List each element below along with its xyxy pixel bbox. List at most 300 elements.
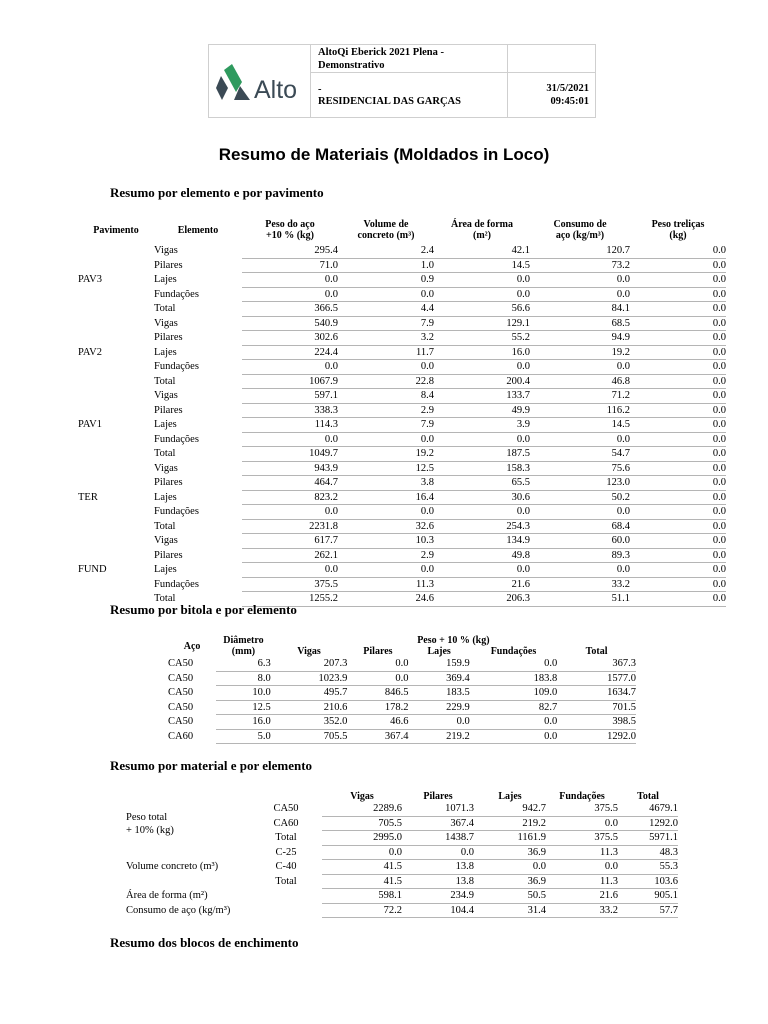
steel-type: CA50 (168, 672, 194, 684)
floor-name: TER (78, 491, 98, 503)
table-cell: 302.6 (242, 331, 338, 346)
element-name: Lajes (154, 274, 177, 285)
row-group-label: Peso total + 10% (kg) (126, 811, 174, 836)
table-cell: 187.5 (434, 447, 530, 462)
floor-name (78, 244, 154, 258)
table-row (78, 534, 726, 549)
table-cell: 398.5 (557, 715, 636, 730)
table-cell: 22.8 (338, 374, 434, 389)
table-cell: 200.4 (434, 374, 530, 389)
table-cell: 0.0 (630, 374, 726, 389)
element-name: Fundações (154, 361, 199, 372)
floor-name (78, 331, 154, 346)
header-divider (310, 45, 311, 117)
column-header: Diâmetro (mm) (223, 635, 264, 657)
column-header: Pavimento (93, 224, 139, 236)
table-cell: 11.3 (338, 577, 434, 592)
table-cell: 183.5 (409, 686, 470, 701)
table-cell: 367.4 (347, 729, 408, 744)
steel-type: CA50 (168, 701, 194, 713)
table-cell: 183.8 (470, 671, 557, 686)
table-cell: 375.5 (546, 831, 618, 846)
floor-name (78, 432, 154, 447)
table-cell: 0.0 (630, 302, 726, 317)
table-cell: 0.0 (347, 657, 408, 671)
floor-name (78, 476, 154, 491)
floor-name (78, 287, 154, 302)
table-cell: 33.2 (530, 577, 630, 592)
table-cell: 0.0 (630, 418, 726, 433)
table-row (78, 418, 726, 433)
table-cell: 109.0 (470, 686, 557, 701)
table-cell: 49.8 (434, 548, 530, 563)
table-cell: 0.0 (630, 577, 726, 592)
table-cell: 123.0 (530, 476, 630, 491)
table-row (78, 316, 726, 331)
column-header: Lajes (498, 791, 522, 802)
table-cell: 12.5 (216, 700, 271, 715)
table-cell: 0.0 (434, 432, 530, 447)
table-cell: 0.0 (347, 671, 408, 686)
column-header: Peso + 10 % (kg) (417, 635, 490, 646)
table-cell: 120.7 (530, 244, 630, 258)
table-cell: 0.0 (630, 316, 726, 331)
table-cell: 0.0 (242, 563, 338, 578)
table-cell: 49.9 (434, 403, 530, 418)
table-cell: 55.3 (618, 860, 678, 875)
element-name: Vigas (154, 535, 178, 546)
table-cell: 7.9 (338, 316, 434, 331)
table-cell: 7.9 (338, 418, 434, 433)
table-row (78, 360, 726, 375)
table-cell: 1071.3 (402, 802, 474, 816)
floor-name (78, 447, 154, 462)
table-cell: 16.0 (434, 345, 530, 360)
table-cell: 12.5 (338, 461, 434, 476)
column-header: Elemento (177, 224, 219, 236)
table-cell: 57.7 (618, 903, 678, 918)
floor-name (78, 505, 154, 520)
table-cell: 0.0 (338, 505, 434, 520)
table-cell: 0.0 (470, 715, 557, 730)
column-header (250, 791, 322, 802)
table-row (78, 258, 726, 273)
element-name: Pilares (154, 404, 183, 416)
table-cell: 13.8 (402, 874, 474, 889)
table-cell: 16.0 (216, 715, 271, 730)
table-cell: 51.1 (530, 592, 630, 607)
element-name: Pilares (154, 477, 183, 488)
table-cell: 36.9 (474, 845, 546, 860)
floor-name (78, 360, 154, 375)
table-cell: 366.5 (242, 302, 338, 317)
table-cell: 2995.0 (322, 831, 402, 846)
table-cell: 54.7 (530, 447, 630, 462)
sub-label: C-40 (275, 861, 297, 872)
element-name: Fundações (154, 288, 199, 300)
table-row (78, 345, 726, 360)
table-cell: 0.0 (470, 729, 557, 744)
table-row (78, 519, 726, 534)
floor-name (78, 519, 154, 534)
element-name: Vigas (154, 462, 178, 474)
element-name: Vigas (154, 390, 178, 401)
table-cell: 2289.6 (322, 802, 402, 816)
table-cell: 262.1 (242, 548, 338, 563)
table-cell: 0.0 (630, 592, 726, 607)
table-cell: 234.9 (402, 889, 474, 904)
table-cell: 0.0 (630, 331, 726, 346)
floor-name: PAV1 (78, 419, 102, 430)
table-cell: 36.9 (474, 874, 546, 889)
table-cell: 0.0 (630, 534, 726, 549)
element-name: Total (154, 303, 176, 314)
table-cell: 71.0 (242, 258, 338, 273)
sub-label: Total (275, 832, 297, 843)
table-cell: 1023.9 (271, 671, 348, 686)
table-cell: 31.4 (474, 903, 546, 918)
table-cell: 0.0 (242, 432, 338, 447)
header-divider (310, 72, 595, 73)
table-cell: 0.0 (242, 360, 338, 375)
table-cell: 0.0 (630, 244, 726, 258)
table-cell: 942.7 (474, 802, 546, 816)
table-cell: 1.0 (338, 258, 434, 273)
table-cell: 367.4 (402, 816, 474, 831)
table-row (126, 903, 678, 918)
table-cell: 41.5 (322, 874, 402, 889)
table-cell: 4.4 (338, 302, 434, 317)
table-cell: 1292.0 (618, 816, 678, 831)
table-row (78, 548, 726, 563)
column-header: Fundações (559, 791, 605, 802)
table-cell: 219.2 (474, 816, 546, 831)
table-cell: 823.2 (242, 490, 338, 505)
table-cell: 10.3 (338, 534, 434, 549)
column-header: Peso do aço +10 % (kg) (265, 219, 315, 241)
table-cell: 1049.7 (242, 447, 338, 462)
steel-type: CA60 (168, 730, 194, 742)
table-row (78, 461, 726, 476)
table-cell: 0.0 (338, 432, 434, 447)
table-cell: 0.9 (338, 273, 434, 288)
table-cell: 0.0 (630, 563, 726, 578)
table-row (78, 273, 726, 288)
table-cell: 60.0 (530, 534, 630, 549)
table-cell: 0.0 (630, 287, 726, 302)
table-cell: 116.2 (530, 403, 630, 418)
row-group-label: Área de forma (m²) (126, 890, 208, 901)
floor-name: FUND (78, 564, 107, 575)
table-cell: 11.3 (546, 874, 618, 889)
table-cell: 11.3 (546, 845, 618, 860)
table-cell: 4679.1 (618, 802, 678, 816)
table-cell: 369.4 (409, 671, 470, 686)
floor-name (78, 403, 154, 418)
table-cell: 71.2 (530, 389, 630, 404)
table-cell: 0.0 (322, 845, 402, 860)
table-cell: 0.0 (530, 563, 630, 578)
table-cell: 254.3 (434, 519, 530, 534)
table-cell: 219.2 (409, 729, 470, 744)
table-cell: 0.0 (630, 461, 726, 476)
column-header: Vigas (297, 646, 321, 657)
floor-name (78, 316, 154, 331)
table-row (168, 729, 636, 744)
table-cell: 338.3 (242, 403, 338, 418)
table-row (78, 389, 726, 404)
table-cell: 56.6 (434, 302, 530, 317)
table-cell: 0.0 (470, 657, 557, 671)
column-header: Vigas (350, 791, 374, 802)
table-cell: 905.1 (618, 889, 678, 904)
table-row (78, 432, 726, 447)
project-name: RESIDENCIAL DAS GARÇAS (318, 96, 461, 107)
table-cell: 104.4 (402, 903, 474, 918)
floor-name (78, 302, 154, 317)
table-header-row (78, 219, 726, 244)
table-cell: 14.5 (434, 258, 530, 273)
table-cell: 0.0 (630, 505, 726, 520)
material-table (126, 791, 678, 918)
floor-name (78, 534, 154, 549)
table-cell: 42.1 (434, 244, 530, 258)
table-cell: 94.9 (530, 331, 630, 346)
element-name: Total (154, 448, 176, 459)
table-cell: 0.0 (242, 273, 338, 288)
element-name: Lajes (154, 564, 177, 575)
table-cell: 0.0 (630, 519, 726, 534)
table-cell: 598.1 (322, 889, 402, 904)
table-cell: 158.3 (434, 461, 530, 476)
table-cell: 0.0 (546, 860, 618, 875)
table-cell: 8.0 (216, 671, 271, 686)
column-header: Total (637, 791, 659, 802)
table-cell: 72.2 (322, 903, 402, 918)
element-name: Lajes (154, 491, 177, 503)
table-cell: 5971.1 (618, 831, 678, 846)
alto-logo-icon (216, 62, 252, 102)
table-cell: 0.0 (630, 490, 726, 505)
table-cell: 0.0 (434, 505, 530, 520)
table-cell: 2.9 (338, 403, 434, 418)
table-cell: 0.0 (630, 258, 726, 273)
table-cell: 3.9 (434, 418, 530, 433)
table-cell: 24.6 (338, 592, 434, 607)
table-row (168, 671, 636, 686)
logo-text: Alto (254, 76, 298, 104)
page-title: Resumo de Materiais (Moldados in Loco) (218, 145, 550, 164)
table-cell: 0.0 (409, 715, 470, 730)
table-cell: 540.9 (242, 316, 338, 331)
table-cell: 65.5 (434, 476, 530, 491)
sub-label: CA60 (273, 817, 299, 829)
table-cell: 103.6 (618, 874, 678, 889)
table-cell: 68.5 (530, 316, 630, 331)
sub-label: C-25 (275, 846, 297, 858)
row-group-label: Consumo de aço (kg/m³) (126, 904, 231, 916)
column-header: Aço (183, 640, 201, 652)
table-cell: 1438.7 (402, 831, 474, 846)
table-cell: 0.0 (546, 816, 618, 831)
column-header: Fundações (490, 646, 537, 657)
element-name: Fundações (154, 433, 199, 445)
table-cell: 617.7 (242, 534, 338, 549)
table-cell: 0.0 (630, 360, 726, 375)
element-name: Total (154, 520, 176, 532)
table-row (126, 889, 678, 904)
column-header: Volume de concreto (m³) (357, 219, 415, 241)
table-row (78, 374, 726, 389)
table-cell: 50.5 (474, 889, 546, 904)
element-name: Vigas (154, 245, 178, 257)
element-name: Pilares (154, 259, 183, 271)
table-cell: 705.5 (322, 816, 402, 831)
element-floor-table (78, 219, 726, 607)
table-cell: 0.0 (434, 563, 530, 578)
table-cell: 55.2 (434, 331, 530, 346)
table-cell: 0.0 (630, 432, 726, 447)
table-cell: 224.4 (242, 345, 338, 360)
table-row (168, 700, 636, 715)
table-row (168, 715, 636, 730)
report-date: 31/5/2021 (546, 83, 589, 94)
table-row (78, 403, 726, 418)
report-time: 09:45:01 (550, 96, 589, 107)
table-row (126, 802, 678, 816)
element-name: Total (154, 593, 176, 604)
table-cell: 89.3 (530, 548, 630, 563)
row-group-label: Volume concreto (m³) (126, 861, 219, 872)
column-header: Lajes (427, 646, 451, 657)
table-cell: 133.7 (434, 389, 530, 404)
table-row (78, 244, 726, 258)
table-cell: 597.1 (242, 389, 338, 404)
table-cell: 0.0 (434, 273, 530, 288)
table-cell: 0.0 (630, 389, 726, 404)
table-cell: 0.0 (630, 476, 726, 491)
table-row (78, 490, 726, 505)
table-cell: 1255.2 (242, 592, 338, 607)
steel-type: CA50 (168, 687, 194, 698)
section-heading: Resumo dos blocos de enchimento (110, 935, 299, 950)
table-cell: 0.0 (434, 360, 530, 375)
table-cell: 134.9 (434, 534, 530, 549)
table-cell: 21.6 (546, 889, 618, 904)
table-cell: 0.0 (530, 360, 630, 375)
column-header: Pilares (363, 646, 393, 657)
table-cell: 0.0 (402, 845, 474, 860)
floor-name (78, 577, 154, 592)
table-cell: 1292.0 (557, 729, 636, 744)
table-cell: 178.2 (347, 700, 408, 715)
program-name: AltoQi Eberick 2021 Plena - Demonstrativo (318, 47, 444, 71)
floor-name: PAV2 (78, 346, 102, 358)
table-row (78, 447, 726, 462)
table-cell: 0.0 (530, 432, 630, 447)
table-cell: 705.5 (271, 729, 348, 744)
table-cell: 33.2 (546, 903, 618, 918)
table-cell: 41.5 (322, 860, 402, 875)
table-cell: 0.0 (630, 447, 726, 462)
column-header: Total (585, 646, 608, 657)
column-header: Consumo de aço (kg/m³) (553, 219, 607, 241)
floor-name (78, 258, 154, 273)
table-cell: 6.3 (216, 657, 271, 671)
element-name: Fundações (154, 506, 199, 517)
table-cell: 2.9 (338, 548, 434, 563)
table-row (168, 686, 636, 701)
table-cell: 701.5 (557, 700, 636, 715)
table-cell: 0.0 (474, 860, 546, 875)
table-cell: 50.2 (530, 490, 630, 505)
floor-name (78, 548, 154, 563)
table-cell: 114.3 (242, 418, 338, 433)
table-cell: 352.0 (271, 715, 348, 730)
table-cell: 16.4 (338, 490, 434, 505)
table-cell: 375.5 (546, 802, 618, 816)
table-cell: 206.3 (434, 592, 530, 607)
table-row (168, 657, 636, 671)
table-row (126, 845, 678, 860)
table-cell: 1577.0 (557, 671, 636, 686)
table-cell: 73.2 (530, 258, 630, 273)
table-cell: 13.8 (402, 860, 474, 875)
table-cell: 19.2 (530, 345, 630, 360)
table-cell: 0.0 (630, 273, 726, 288)
sub-label: CA50 (273, 803, 299, 815)
table-row (78, 331, 726, 346)
table-row (78, 563, 726, 578)
table-cell: 19.2 (338, 447, 434, 462)
table-cell: 129.1 (434, 316, 530, 331)
section-heading: Resumo por bitola e por elemento (110, 602, 297, 617)
column-header (126, 791, 250, 802)
table-cell: 464.7 (242, 476, 338, 491)
header-dash: - (318, 84, 322, 95)
table-header-row (168, 635, 636, 646)
floor-name (78, 461, 154, 476)
table-cell: 0.0 (338, 287, 434, 302)
table-cell: 10.0 (216, 686, 271, 701)
table-cell: 14.5 (530, 418, 630, 433)
table-cell: 30.6 (434, 490, 530, 505)
table-row (78, 577, 726, 592)
table-cell: 846.5 (347, 686, 408, 701)
table-cell: 3.8 (338, 476, 434, 491)
table-cell: 5.0 (216, 729, 271, 744)
table-cell: 0.0 (338, 563, 434, 578)
column-header: Área de forma (m²) (450, 219, 514, 241)
column-header: Peso treliças (kg) (651, 219, 705, 241)
table-cell: 82.7 (470, 700, 557, 715)
table-cell: 207.3 (271, 657, 348, 671)
sub-label: Total (275, 875, 297, 887)
table-cell: 229.9 (409, 700, 470, 715)
steel-type: CA50 (168, 658, 194, 670)
element-name: Lajes (154, 346, 177, 358)
table-cell: 84.1 (530, 302, 630, 317)
table-cell: 0.0 (338, 360, 434, 375)
table-cell: 210.6 (271, 700, 348, 715)
table-cell: 375.5 (242, 577, 338, 592)
floor-name (78, 374, 154, 389)
table-cell: 75.6 (530, 461, 630, 476)
section-heading: Resumo por elemento e por pavimento (110, 185, 324, 200)
gauge-table (168, 635, 636, 744)
table-cell: 0.0 (242, 287, 338, 302)
header-divider (507, 45, 508, 117)
